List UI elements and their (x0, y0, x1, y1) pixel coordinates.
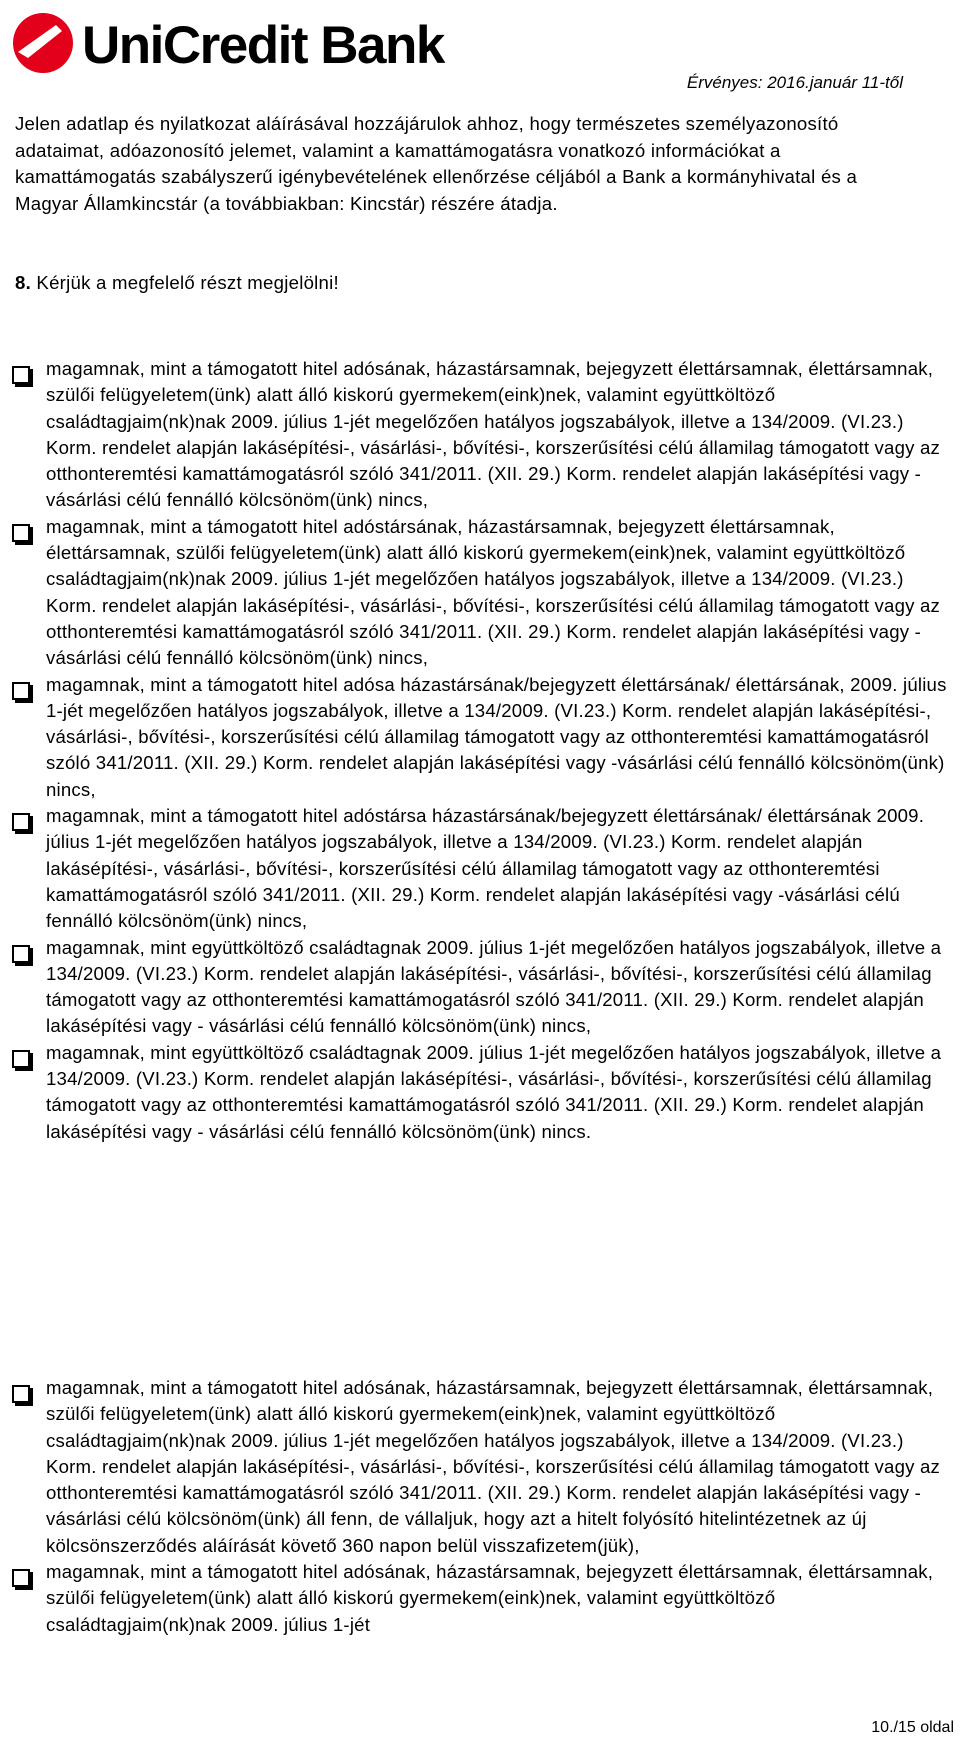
option-text: magamnak, mint a támogatott hitel adósának, házastársamnak, bejegyzett élettársamnak, élettársamnak, szülői felügyeletem(ünk) alatt álló kiskorú gyermekem(eink)nek, valamint együttköltöző családtagjaim(nk)nak 2009. július 1-jét megelőzően hatályos jogszabályok, illetve a 134/2009. (VI.23.) Korm. rendelet alapján lakásépítési-, vásárlási-, bővítési-, korszerűsítési célú államilag támogatott vagy az otthonteremtési kamattámogatásról szóló 341/2011. (XII. 29.) Korm. rendelet alapján lakásépítési vagy -vásárlási célú fennálló kölcsönöm(ünk) nincs, (46, 358, 941, 511)
option-text: magamnak, mint a támogatott hitel adóstársának, házastársamnak, bejegyzett élettársamnak, élettársamnak, szülői felügyeletem(ünk) alatt álló kiskorú gyermekem(eink)nek, valamint együttköltöző családtagjaim(nk)nak 2009. július 1-jét megelőzően hatályos jogszabályok, illetve a 134/2009. (VI.23.) Korm. rendelet alapján lakásépítési-, vásárlási-, bővítési-, korszerűsítési célú államilag támogatott vagy az otthonteremtési kamattámogatásról szóló 341/2011. (XII. 29.) Korm. rendelet alapján lakásépítési vagy -vásárlási célú fennálló kölcsönöm(ünk) nincs, (46, 515, 941, 669)
page-header (0, 0, 960, 95)
section-title-text: Kérjük a megfelelő részt megjelölni! (31, 272, 339, 293)
validity-date: Érvényes: 2016.január 11-től (686, 73, 903, 92)
option-group-1 (0, 356, 960, 1145)
option-item (0, 514, 960, 672)
checkbox[interactable] (12, 1569, 30, 1587)
option-item (0, 803, 960, 934)
logo-wordmark: UniCredit Bank (82, 16, 444, 75)
consent-paragraph: Jelen adatlap és nyilatkozat aláírásával hozzájárulok ahhoz, hogy természetes személyazonosító adataimat, adóazonosító jelemet, valamint a kamattámogatásra vonatkozó információkat a kamattámogatás szabályszerű igénybevételének ellenőrzése céljából a Bank a kormányhivatal és a Magyar Államkincstár (a továbbiakban: Kincstár) részére átadja. (15, 113, 858, 214)
option-text: magamnak, mint együttköltöző családtagnak 2009. július 1-jét megelőzően hatályos jogszabályok, illetve a 134/2009. (VI.23.) Korm. rendelet alapján lakásépítési-, vásárlási-, bővítési-, korszerűsítési célú államilag támogatott vagy az otthonteremtési kamattámogatásról szóló 341/2011. (XII. 29.) Korm. rendelet alapján lakásépítési vagy - vásárlási célú fennálló kölcsönöm(ünk) nincs. (46, 1041, 942, 1142)
page-number: 10./15 oldal (871, 1719, 954, 1736)
checkbox[interactable] (12, 1385, 30, 1403)
option-item (0, 1559, 960, 1638)
option-item (0, 935, 960, 1040)
unicredit-emblem-icon (12, 12, 74, 74)
option-item (0, 1375, 960, 1559)
option-group-2 (0, 1375, 960, 1638)
option-text: magamnak, mint a támogatott hitel adósának, házastársamnak, bejegyzett élettársamnak, élettársamnak, szülői felügyeletem(ünk) alatt álló kiskorú gyermekem(eink)nek, valamint együttköltöző családtagjaim(nk)nak 2009. július 1-jét megelőzően hatályos jogszabályok, illetve a 134/2009. (VI.23.) Korm. rendelet alapján lakásépítési-, vásárlási-, bővítési-, korszerűsítési célú államilag támogatott vagy az otthonteremtési kamattámogatásról szóló 341/2011. (XII. 29.) Korm. rendelet alapján lakásépítési vagy -vásárlási célú kölcsönöm(ünk) áll fenn, de vállaljuk, hogy azt a hitelt folyósító hitelintézetnek az új kölcsönszerződés aláírását követő 360 napon belül visszafizetem(jük), (46, 1377, 941, 1556)
option-text: magamnak, mint a támogatott hitel adósa házastársának/bejegyzett élettársának/ élettársának, 2009. július 1-jét megelőzően hatályos jogszabályok, illetve a 134/2009. (VI.23.) Korm. rendelet alapján lakásépítési-, vásárlási-, bővítési-, korszerűsítési célú államilag támogatott vagy az otthonteremtési kamattámogatásról szóló 341/2011. (XII. 29.) Korm. rendelet alapján lakásépítési vagy -vásárlási célú fennálló kölcsönöm(ünk) nincs, (46, 673, 947, 800)
option-item (0, 672, 960, 803)
option-item (0, 356, 960, 514)
checkbox[interactable] (12, 945, 30, 963)
unicredit-logo (12, 10, 482, 78)
section-heading (15, 270, 339, 296)
checkbox[interactable] (12, 1050, 30, 1068)
checkbox[interactable] (12, 682, 30, 700)
checkbox[interactable] (12, 813, 30, 831)
option-item (0, 1040, 960, 1145)
checkbox[interactable] (12, 366, 30, 384)
option-text: magamnak, mint a támogatott hitel adóstársa házastársának/bejegyzett élettársának/ élettársának 2009. július 1-jét megelőzően hatályos jogszabályok, illetve a 134/2009. (VI.23.) Korm. rendelet alapján lakásépítési-, vásárlási-, bővítési-, korszerűsítési célú államilag támogatott vagy az otthonteremtési kamattámogatásról szóló 341/2011. (XII. 29.) Korm. rendelet alapján lakásépítési vagy -vásárlási célú fennálló kölcsönöm(ünk) nincs, (46, 805, 925, 932)
section-number: 8. (15, 272, 32, 293)
checkbox[interactable] (12, 524, 30, 542)
option-text: magamnak, mint együttköltöző családtagnak 2009. július 1-jét megelőzően hatályos jogszabályok, illetve a 134/2009. (VI.23.) Korm. rendelet alapján lakásépítési-, vásárlási-, bővítési-, korszerűsítési célú államilag támogatott vagy az otthonteremtési kamattámogatásról szóló 341/2011. (XII. 29.) Korm. rendelet alapján lakásépítési vagy - vásárlási célú fennálló kölcsönöm(ünk) nincs, (46, 936, 942, 1037)
option-text: magamnak, mint a támogatott hitel adósának, házastársamnak, bejegyzett élettársamnak, élettársamnak, szülői felügyeletem(ünk) alatt álló kiskorú gyermekem(eink)nek, valamint együttköltöző családtagjaim(nk)nak 2009. július 1-jét (46, 1561, 934, 1635)
